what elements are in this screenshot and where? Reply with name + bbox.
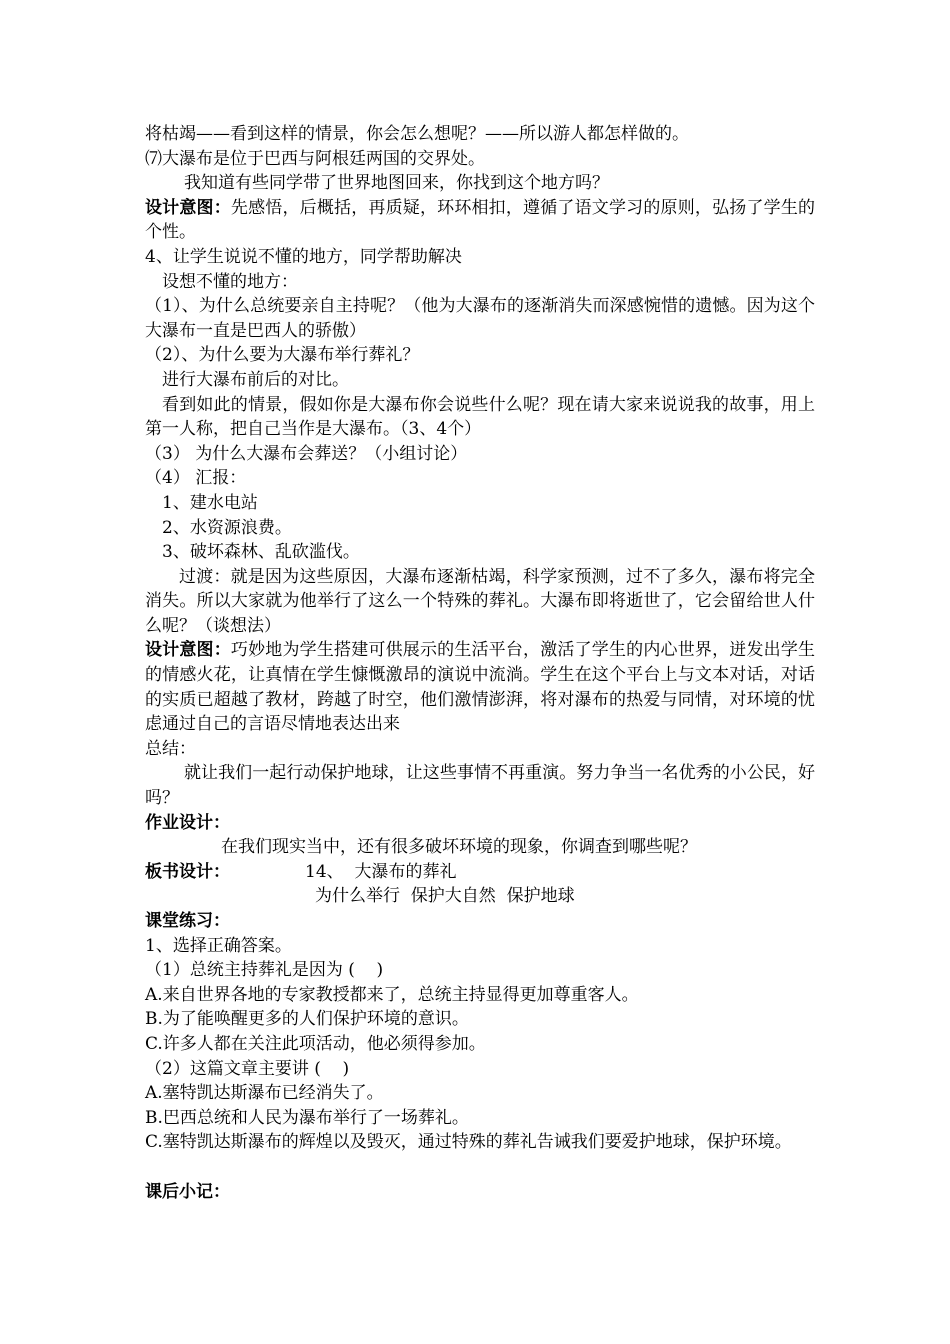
exercise-option: A.塞特凯达斯瀑布已经消失了。 — [145, 1083, 384, 1104]
design-intent-label: 设计意图： — [145, 197, 231, 218]
homework-label — [145, 811, 815, 836]
paragraph: ⑺大瀑布是位于巴西与阿根廷两国的交界处。 — [145, 148, 485, 169]
board-label: 板书设计： — [145, 861, 230, 882]
notes-label-text: 课后小记： — [145, 1181, 230, 1202]
paragraph: 我知道有些同学带了世界地图回来，你找到这个地方吗？ — [184, 173, 609, 194]
transition-paragraph: 过渡：就是因为这些原因，大瀑布逐渐枯竭，科学家预测，过不了多久，瀑布将完全消失。所以大家就为他举行了这么一个特殊的葬礼。大瀑布即将逝世了，它会留给世人什么呢？（谈想法） — [145, 566, 815, 636]
step-heading: 4、让学生说说不懂的地方，同学帮助解决 — [145, 246, 462, 267]
homework-label-text: 作业设计： — [145, 812, 230, 833]
list-item: 3、破坏森林、乱砍滥伐。 — [162, 542, 360, 563]
exercise-option: C.塞特凯达斯瀑布的辉煌以及毁灭，通过特殊的葬礼告诫我们要爱护地球，保护环境。 — [145, 1132, 792, 1153]
design-intent-text: 巧妙地为学生搭建可供展示的生活平台，激活了学生的内心世界，迸发出学生的情感火花，让真情在学生慷慨激昂的演说中流淌。学生在这个平台上与文本对话，对话的实质已超越了教材，跨越了时空，他们激情澎湃，将对瀑布的热爱与同情，对环境的忧虑通过自己的言语尽情地表达出来 — [145, 640, 815, 735]
exercise-heading: 1、选择正确答案。 — [145, 935, 292, 956]
design-intent-label: 设计意图： — [145, 640, 231, 661]
paragraph: 将枯竭——看到这样的情景，你会怎么想呢？——所以游人都怎样做的。 — [145, 124, 689, 144]
board-title: 14、 大瀑布的葬礼 — [305, 861, 457, 882]
board-subtitle: 为什么举行 保护大自然 保护地球 — [315, 886, 575, 907]
exercise-option: B.为了能唤醒更多的人们保护环境的意识。 — [145, 1009, 469, 1030]
summary-label: 总结： — [145, 738, 196, 759]
question-4: （4） 汇报： — [145, 468, 247, 489]
design-intent-2 — [145, 638, 815, 736]
summary-text: 就让我们一起行动保护地球，让这些事情不再重演。努力争当一名优秀的小公民，好吗？ — [145, 763, 815, 809]
exercise-option: C.许多人都在关注此项活动，他必须得参加。 — [145, 1034, 486, 1054]
exercise-option: A.来自世界各地的专家教授都来了，总统主持显得更加尊重客人。 — [145, 984, 639, 1005]
design-intent-text: 先感悟，后概括，再质疑，环环相扣，遵循了语文学习的原则，弘扬了学生的个性。 — [145, 197, 815, 243]
homework-text: 在我们现实当中，还有很多破坏环境的现象，你调查到哪些呢？ — [221, 837, 697, 858]
question-3: （3） 为什么大瀑布会葬送？（小组讨论） — [145, 443, 468, 464]
design-intent-1 — [145, 196, 815, 245]
exercise-question: （1）总统主持葬礼是因为 ( ) — [145, 960, 384, 981]
practice-label — [145, 909, 815, 934]
question-1: （1）、为什么总统要亲自主持呢？（他为大瀑布的逐渐消失而深感惋惜的遗憾。因为这个大瀑布一直是巴西人的骄傲） — [145, 296, 815, 341]
paragraph: 设想不懂的地方： — [162, 271, 298, 292]
document-page — [145, 122, 815, 1204]
notes-label — [145, 1180, 815, 1205]
practice-label-text: 课堂练习： — [145, 911, 230, 932]
exercise-question: （2）这篇文章主要讲 ( ) — [145, 1058, 350, 1079]
question-2: （2）、为什么要为大瀑布举行葬礼？ — [145, 345, 420, 366]
paragraph: 看到如此的情景，假如你是大瀑布你会说些什么呢？现在请大家来说说我的故事，用上第一人称，把自己当作是大瀑布。（3、4个） — [145, 394, 815, 440]
list-item: 1、建水电站 — [162, 492, 258, 513]
board-design — [145, 860, 815, 885]
paragraph: 进行大瀑布前后的对比。 — [162, 369, 349, 390]
exercise-option: B.巴西总统和人民为瀑布举行了一场葬礼。 — [145, 1107, 469, 1128]
list-item: 2、水资源浪费。 — [162, 517, 292, 538]
